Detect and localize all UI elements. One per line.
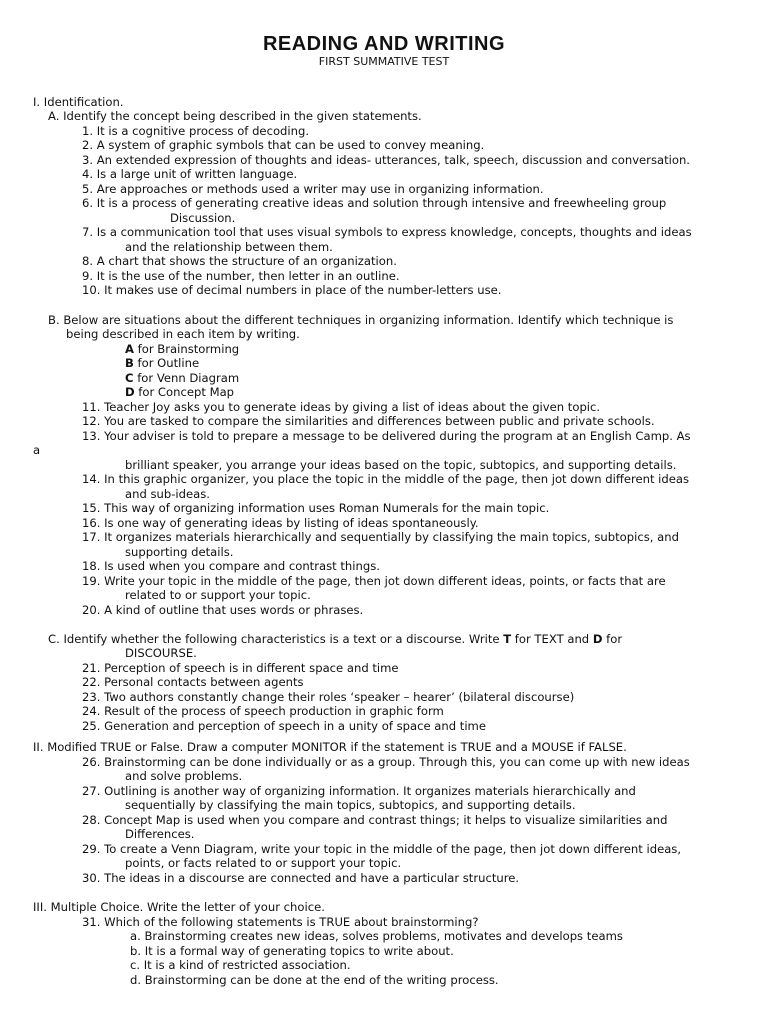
document-title: READING AND WRITING — [262, 33, 506, 55]
list-item: 4. Is a large unit of written language. — [82, 167, 298, 181]
list-item: 27. Outlining is another way of organizing information. It organizes materials hierarchically and — [82, 784, 636, 798]
list-item: 5. Are approaches or methods used a writer may use in organizing information. — [82, 182, 544, 196]
list-item: 12. You are tasked to compare the similarities and differences between public and private schools. — [82, 414, 655, 428]
list-item: 13. Your adviser is told to prepare a message to be delivered during the program at an English Camp. As — [82, 429, 691, 443]
list-item: 23. Two authors constantly change their roles ‘speaker – hearer’ (bilateral discourse) — [82, 690, 575, 704]
list-item: 19. Write your topic in the middle of the page, then jot down different ideas, points, or facts that are — [82, 574, 666, 588]
part1-b-instruction: B. Below are situations about the different techniques in organizing information. Identify which technique is — [48, 313, 674, 327]
list-item: 29. To create a Venn Diagram, write your topic in the middle of the page, then jot down different ideas, — [82, 842, 682, 856]
list-item-continuation: sequentially by classifying the main topics, subtopics, and supporting details. — [125, 798, 576, 812]
list-item: 17. It organizes materials hierarchically and sequentially by classifying the main topics, subtopics, and — [82, 530, 679, 544]
choice-item: d. Brainstorming can be done at the end of the writing process. — [130, 973, 499, 987]
list-item-continuation: related to or support your topic. — [125, 588, 311, 602]
option-item: A for Brainstorming — [125, 342, 240, 356]
choice-item: b. It is a formal way of generating topics to write about. — [130, 944, 454, 958]
list-item-continuation: points, or facts related to or support your topic. — [125, 856, 402, 870]
option-item: B for Outline — [125, 356, 200, 370]
list-item-continuation: and the relationship between them. — [125, 240, 333, 254]
list-item: 3. An extended expression of thoughts and ideas- utterances, talk, speech, discussion and conversation. — [82, 153, 690, 167]
list-item-continuation: brilliant speaker, you arrange your ideas based on the topic, subtopics, and supporting details. — [125, 458, 677, 472]
list-item: 20. A kind of outline that uses words or phrases. — [82, 603, 364, 617]
list-item-continuation: Differences. — [125, 827, 195, 841]
choice-item: c. It is a kind of restricted association. — [130, 958, 351, 972]
part2-heading: II. Modified TRUE or False. Draw a computer MONITOR if the statement is TRUE and a MOUSE if FALSE. — [33, 740, 627, 754]
list-item-continuation: and sub-ideas. — [125, 487, 210, 501]
part3-heading: III. Multiple Choice. Write the letter of your choice. — [33, 900, 325, 914]
list-item: 18. Is used when you compare and contrast things. — [82, 559, 380, 573]
list-item: 1. It is a cognitive process of decoding. — [82, 124, 310, 138]
list-item: 14. In this graphic organizer, you place the topic in the middle of the page, then jot down different ideas — [82, 472, 690, 486]
list-item: 22. Personal contacts between agents — [82, 675, 304, 689]
option-item: D for Concept Map — [125, 385, 235, 399]
list-item-continuation: Discussion. — [170, 211, 236, 225]
list-item: 2. A system of graphic symbols that can be used to convey meaning. — [82, 138, 485, 152]
list-item: 11. Teacher Joy asks you to generate ideas by giving a list of ideas about the given topic. — [82, 400, 601, 414]
list-item: 10. It makes use of decimal numbers in place of the number-letters use. — [82, 283, 502, 297]
list-item: 21. Perception of speech is in different space and time — [82, 661, 399, 675]
part1-b-instruction-cont: being described in each item by writing. — [66, 327, 300, 341]
part1-a-instruction: A. Identify the concept being described in the given statements. — [48, 109, 422, 123]
list-item: 6. It is a process of generating creative ideas and solution through intensive and freewheeling group — [82, 196, 667, 210]
list-item: 16. Is one way of generating ideas by listing of ideas spontaneously. — [82, 516, 479, 530]
part1-c-instruction: C. Identify whether the following characteristics is a text or a discourse. Write T for TEXT and D for — [48, 632, 623, 646]
list-item-continuation: and solve problems. — [125, 769, 243, 783]
list-item: 7. Is a communication tool that uses visual symbols to express knowledge, concepts, thoughts and ideas — [82, 225, 692, 239]
list-item: 25. Generation and perception of speech in a unity of space and time — [82, 719, 486, 733]
list-item: 8. A chart that shows the structure of an organization. — [82, 254, 397, 268]
list-item: 30. The ideas in a discourse are connected and have a particular structure. — [82, 871, 520, 885]
part1-c-instruction-cont: DISCOURSE. — [125, 646, 197, 660]
list-item: 28. Concept Map is used when you compare and contrast things; it helps to visualize similarities and — [82, 813, 668, 827]
question: 31. Which of the following statements is TRUE about brainstorming? — [82, 915, 479, 929]
list-item: 24. Result of the process of speech production in graphic form — [82, 704, 444, 718]
list-item-continuation: supporting details. — [125, 545, 234, 559]
list-item-continuation: a — [33, 443, 41, 457]
choice-item: a. Brainstorming creates new ideas, solves problems, motivates and develops teams — [130, 929, 623, 943]
option-item: C for Venn Diagram — [125, 371, 240, 385]
list-item: 26. Brainstorming can be done individually or as a group. Through this, you can come up with new ideas — [82, 755, 690, 769]
list-item: 15. This way of organizing information uses Roman Numerals for the main topic. — [82, 501, 550, 515]
document-subtitle: FIRST SUMMATIVE TEST — [318, 55, 450, 68]
part1-heading: I. Identification. — [33, 95, 124, 109]
list-item: 9. It is the use of the number, then letter in an outline. — [82, 269, 400, 283]
